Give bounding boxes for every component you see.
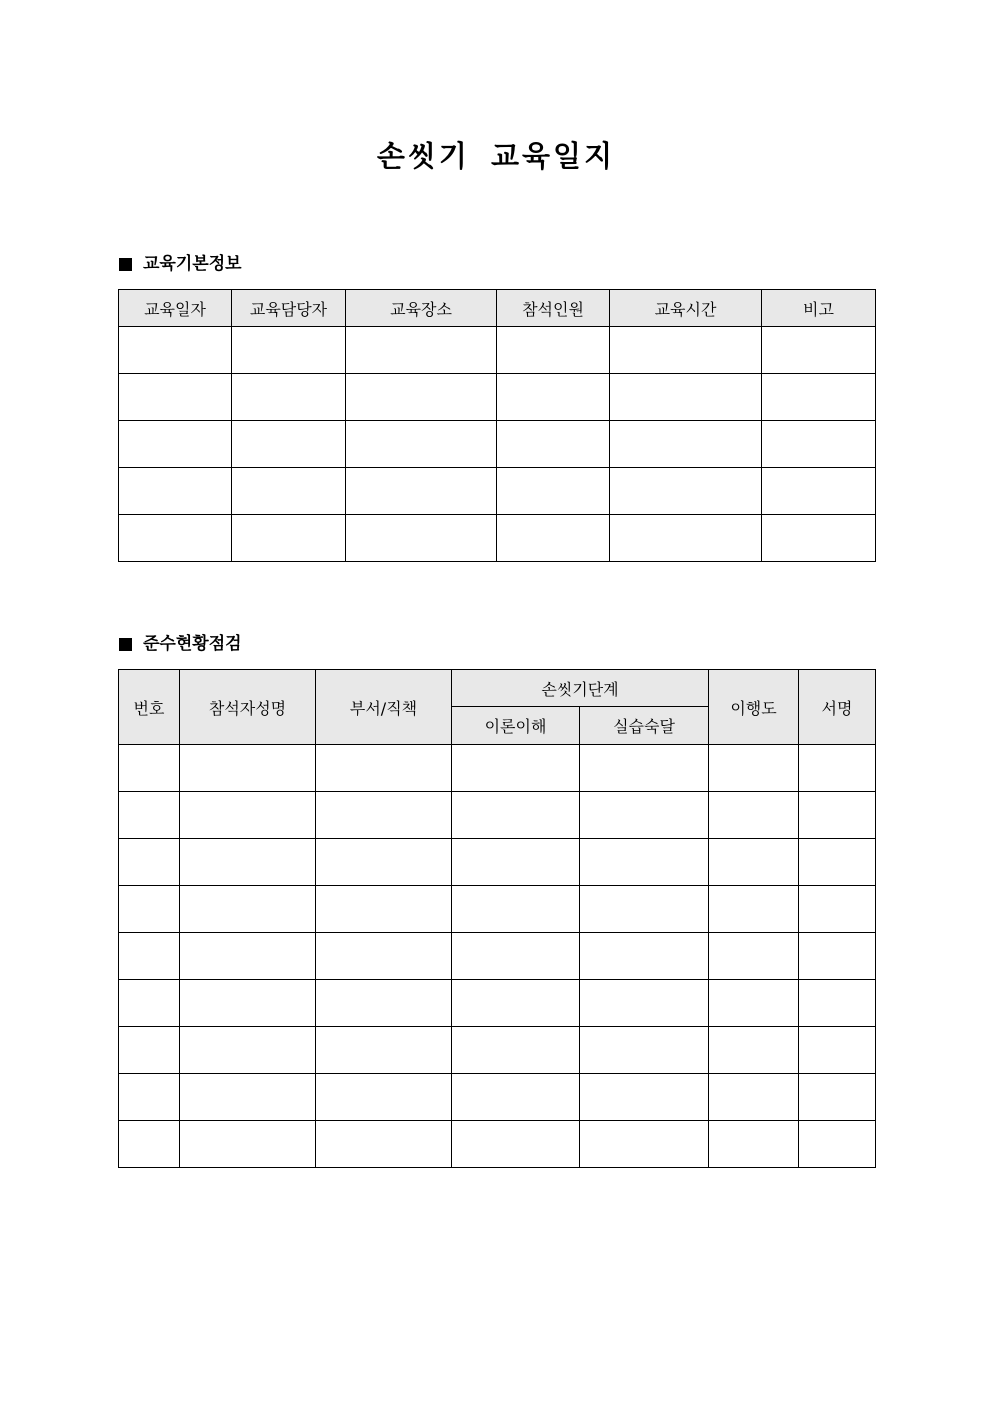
table-cell[interactable] [709,792,799,839]
table-cell[interactable] [316,745,452,792]
table-cell[interactable] [119,327,232,374]
table-row [119,745,876,792]
table-cell[interactable] [452,745,580,792]
table-cell[interactable] [180,792,316,839]
table-cell[interactable] [799,745,876,792]
table-cell[interactable] [799,1027,876,1074]
square-bullet-icon [119,638,132,651]
table-cell[interactable] [346,327,497,374]
table-cell[interactable] [497,374,610,421]
table-cell[interactable] [799,1121,876,1168]
table-cell[interactable] [316,886,452,933]
compliance-table [118,669,876,1168]
table-cell[interactable] [346,421,497,468]
table-cell[interactable] [119,933,180,980]
column-header-signature: 서명 [799,670,876,745]
table-cell[interactable] [580,933,709,980]
table-cell[interactable] [346,515,497,562]
table-cell[interactable] [119,886,180,933]
table-cell[interactable] [316,933,452,980]
table-cell[interactable] [580,745,709,792]
table-cell[interactable] [119,1027,180,1074]
basic-info-table [118,289,876,562]
table-row [119,327,876,374]
table-cell[interactable] [452,886,580,933]
table-cell[interactable] [346,374,497,421]
table-cell[interactable] [580,1074,709,1121]
table-cell[interactable] [709,1074,799,1121]
table-row [119,515,876,562]
table-cell[interactable] [580,839,709,886]
table-cell[interactable] [762,468,876,515]
square-bullet-icon [119,258,132,271]
table-cell[interactable] [119,468,232,515]
table-cell[interactable] [610,374,762,421]
table-cell[interactable] [497,515,610,562]
table-cell[interactable] [610,421,762,468]
table-cell[interactable] [799,933,876,980]
table-row [119,1074,876,1121]
table-header-row [119,670,876,707]
table-cell[interactable] [762,327,876,374]
column-header-number: 번호 [119,670,180,745]
table-cell[interactable] [799,839,876,886]
table-cell[interactable] [119,515,232,562]
table-cell[interactable] [316,1074,452,1121]
table-cell[interactable] [119,421,232,468]
table-row [119,839,876,886]
table-cell[interactable] [452,839,580,886]
table-cell[interactable] [610,327,762,374]
table-header-row [119,290,876,327]
table-cell[interactable] [232,421,346,468]
table-cell[interactable] [580,1027,709,1074]
column-header-location: 교육장소 [346,290,497,327]
table-cell[interactable] [497,468,610,515]
table-cell[interactable] [580,980,709,1027]
table-row [119,1121,876,1168]
table-cell[interactable] [180,933,316,980]
column-header-dept: 부서/직책 [316,670,452,745]
table-cell[interactable] [232,374,346,421]
table-row [119,933,876,980]
table-cell[interactable] [119,980,180,1027]
table-cell[interactable] [709,1027,799,1074]
table-cell[interactable] [762,515,876,562]
table-cell[interactable] [610,468,762,515]
column-header-instructor: 교육담당자 [232,290,346,327]
column-header-remarks: 비고 [762,290,876,327]
table-row [119,374,876,421]
table-row [119,1027,876,1074]
table-cell[interactable] [709,933,799,980]
table-cell[interactable] [452,933,580,980]
section-heading-compliance [119,632,242,656]
section-heading-label: 준수현황점검 [143,634,242,654]
table-cell[interactable] [232,468,346,515]
column-header-theory: 이론이해 [452,707,580,745]
column-header-practice: 실습숙달 [580,707,709,745]
table-cell[interactable] [762,374,876,421]
table-cell[interactable] [709,980,799,1027]
table-cell[interactable] [232,515,346,562]
section-heading-basic-info [119,252,242,276]
table-cell[interactable] [709,1121,799,1168]
table-cell[interactable] [580,886,709,933]
table-cell[interactable] [180,1027,316,1074]
table-cell[interactable] [452,1074,580,1121]
table-cell[interactable] [709,745,799,792]
section-heading-label: 교육기본정보 [143,254,242,274]
table-cell[interactable] [119,792,180,839]
table-cell[interactable] [799,1074,876,1121]
table-cell[interactable] [610,515,762,562]
table-cell[interactable] [232,327,346,374]
table-cell[interactable] [580,1121,709,1168]
column-header-name: 참석자성명 [180,670,316,745]
table-cell[interactable] [452,1121,580,1168]
column-header-steps: 손씻기단계 [452,670,709,707]
column-header-date: 교육일자 [119,290,232,327]
table-cell[interactable] [709,886,799,933]
table-cell[interactable] [180,1121,316,1168]
table-cell[interactable] [316,1027,452,1074]
table-cell[interactable] [316,1121,452,1168]
page-title: 손씻기 교육일지 [376,139,616,173]
table-cell[interactable] [346,468,497,515]
table-row [119,421,876,468]
table-cell[interactable] [316,792,452,839]
table-cell[interactable] [452,792,580,839]
table-cell[interactable] [119,839,180,886]
table-cell[interactable] [799,886,876,933]
table-cell[interactable] [180,839,316,886]
table-cell[interactable] [799,792,876,839]
table-cell[interactable] [709,839,799,886]
table-cell[interactable] [119,745,180,792]
table-cell[interactable] [452,980,580,1027]
column-header-time: 교육시간 [610,290,762,327]
table-cell[interactable] [180,745,316,792]
table-cell[interactable] [119,374,232,421]
table-cell[interactable] [497,421,610,468]
table-cell[interactable] [119,1121,180,1168]
table-cell[interactable] [316,980,452,1027]
table-cell[interactable] [119,1074,180,1121]
table-cell[interactable] [316,839,452,886]
table-row [119,980,876,1027]
table-cell[interactable] [180,1074,316,1121]
column-header-compliance: 이행도 [709,670,799,745]
table-cell[interactable] [180,980,316,1027]
table-cell[interactable] [497,327,610,374]
column-header-attendees: 참석인원 [497,290,610,327]
table-row [119,468,876,515]
table-row [119,792,876,839]
table-cell[interactable] [580,792,709,839]
table-cell[interactable] [762,421,876,468]
table-row [119,886,876,933]
table-cell[interactable] [180,886,316,933]
table-cell[interactable] [799,980,876,1027]
table-cell[interactable] [452,1027,580,1074]
